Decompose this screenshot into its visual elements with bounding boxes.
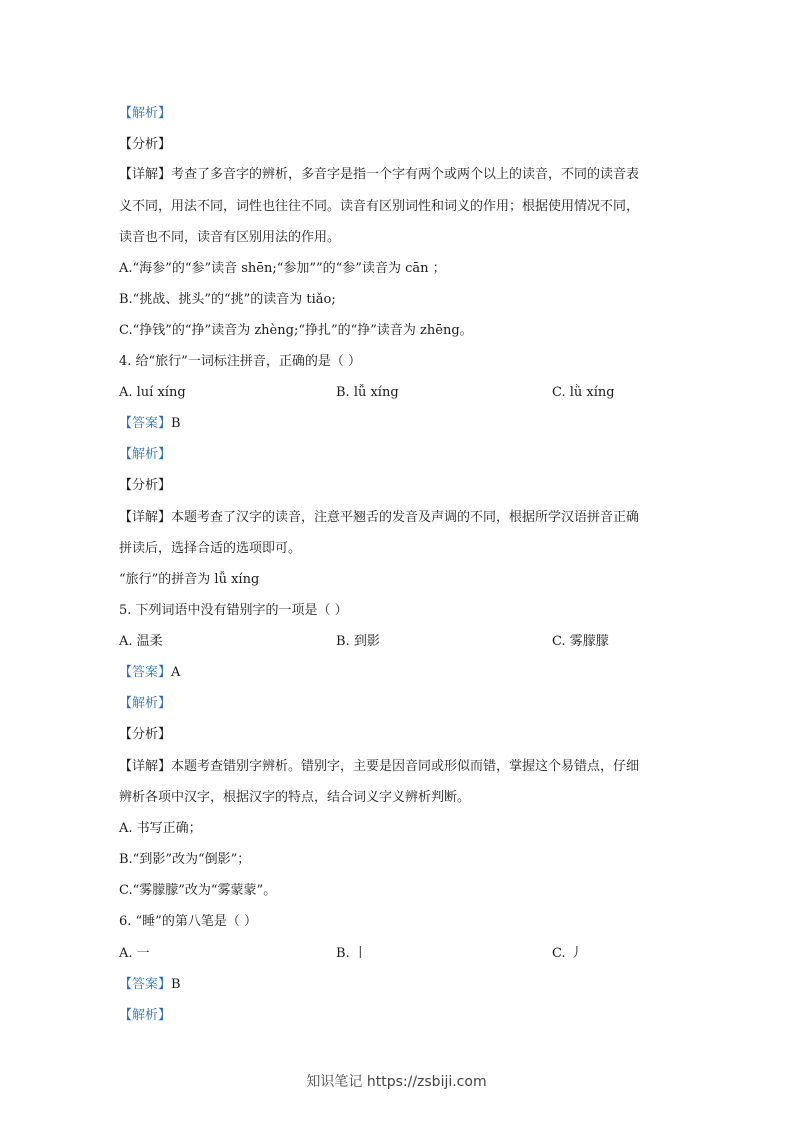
detail-paragraph-line: 读音也不同，读音有区别用法的作用。 [119, 230, 341, 245]
answer-line [119, 416, 679, 432]
tag-jiexi: 【解析】 [119, 447, 172, 462]
detail-paragraph-line: 拼读后，选择合适的选项即可。 [119, 541, 302, 556]
detail-paragraph-line: “旅行”的拼音为 lǚ xíng [119, 572, 260, 587]
tag-daan: 【答案】 [119, 977, 172, 992]
answer-value: B [171, 416, 181, 431]
answer-value: B [171, 977, 181, 992]
option-explanation: C.“雾朦朦”改为“雾蒙蒙”。 [119, 883, 277, 898]
option-explanation: A.“海参”的“参”读音 shēn;“参加””的“参”读音为 cān ； [119, 261, 446, 276]
answer-line [119, 665, 679, 681]
option-a: A. 温柔 [119, 634, 163, 649]
fenxi-heading: 【分析】 [119, 727, 172, 742]
footer-watermark: 知识笔记 https://zsbiji.com [306, 1074, 487, 1090]
option-c: C. lǜ xíng [552, 385, 615, 400]
question-4: 4. 给“旅行”一词标注拼音，正确的是（ ） [119, 354, 361, 369]
option-b: B. lǚ xíng [336, 385, 399, 400]
option-explanation: B.“挑战、挑头”的“挑”的读音为 tiǎo; [119, 292, 336, 307]
option-explanation: A. 书写正确； [119, 821, 202, 836]
tag-xiangjie: 【详解】 [119, 759, 172, 774]
option-a: A. luí xíng [119, 385, 186, 400]
option-explanation: C.“挣钱”的“挣”读音为 zhèng;“挣扎”的“挣”读音为 zhēng。 [119, 323, 473, 338]
detail-paragraph-line: 辨析各项中汉字，根据汉字的特点，结合词义字义辨析判断。 [119, 790, 471, 805]
tag-xiangjie: 【详解】 [119, 167, 172, 182]
detail-paragraph-line: 【详解】考查了多音字的辨析，多音字是指一个字有两个或两个以上的读音，不同的读音表 [119, 167, 640, 182]
detail-paragraph-line: 【详解】本题考查了汉字的读音，注意平翘舌的发音及声调的不同，根据所学汉语拼音正确 [119, 510, 640, 525]
option-b: B. 到影 [336, 634, 380, 649]
detail-paragraph-line: 【详解】本题考查错别字辨析。错别字，主要是因音同或形似而错，掌握这个易错点，仔细 [119, 759, 640, 774]
answer-line [119, 977, 679, 993]
fenxi-heading: 【分析】 [119, 137, 172, 152]
tag-jiexi: 【解析】 [119, 106, 172, 121]
analysis-heading [119, 106, 679, 122]
analysis-heading [119, 1008, 679, 1024]
analysis-heading [119, 447, 679, 463]
question-5: 5. 下列词语中没有错别字的一项是（ ） [119, 603, 348, 618]
tag-daan: 【答案】 [119, 416, 172, 431]
option-a: A. 一 [119, 946, 150, 961]
tag-jiexi: 【解析】 [119, 1008, 172, 1023]
option-explanation: B.“到影”改为“倒影”； [119, 852, 251, 867]
tag-jiexi: 【解析】 [119, 696, 172, 711]
analysis-heading [119, 696, 679, 712]
option-b: B. 丨 [336, 946, 367, 961]
option-c: C. 丿 [552, 946, 583, 961]
detail-paragraph-line: 义不同，用法不同，词性也往往不同。读音有区别词性和词义的作用；根据使用情况不同， [119, 199, 640, 214]
fenxi-heading: 【分析】 [119, 478, 172, 493]
tag-xiangjie: 【详解】 [119, 510, 172, 525]
answer-value: A [171, 665, 181, 680]
option-c: C. 雾朦朦 [552, 634, 609, 649]
tag-daan: 【答案】 [119, 665, 172, 680]
question-6: 6. “睡”的第八笔是（ ） [119, 914, 257, 929]
